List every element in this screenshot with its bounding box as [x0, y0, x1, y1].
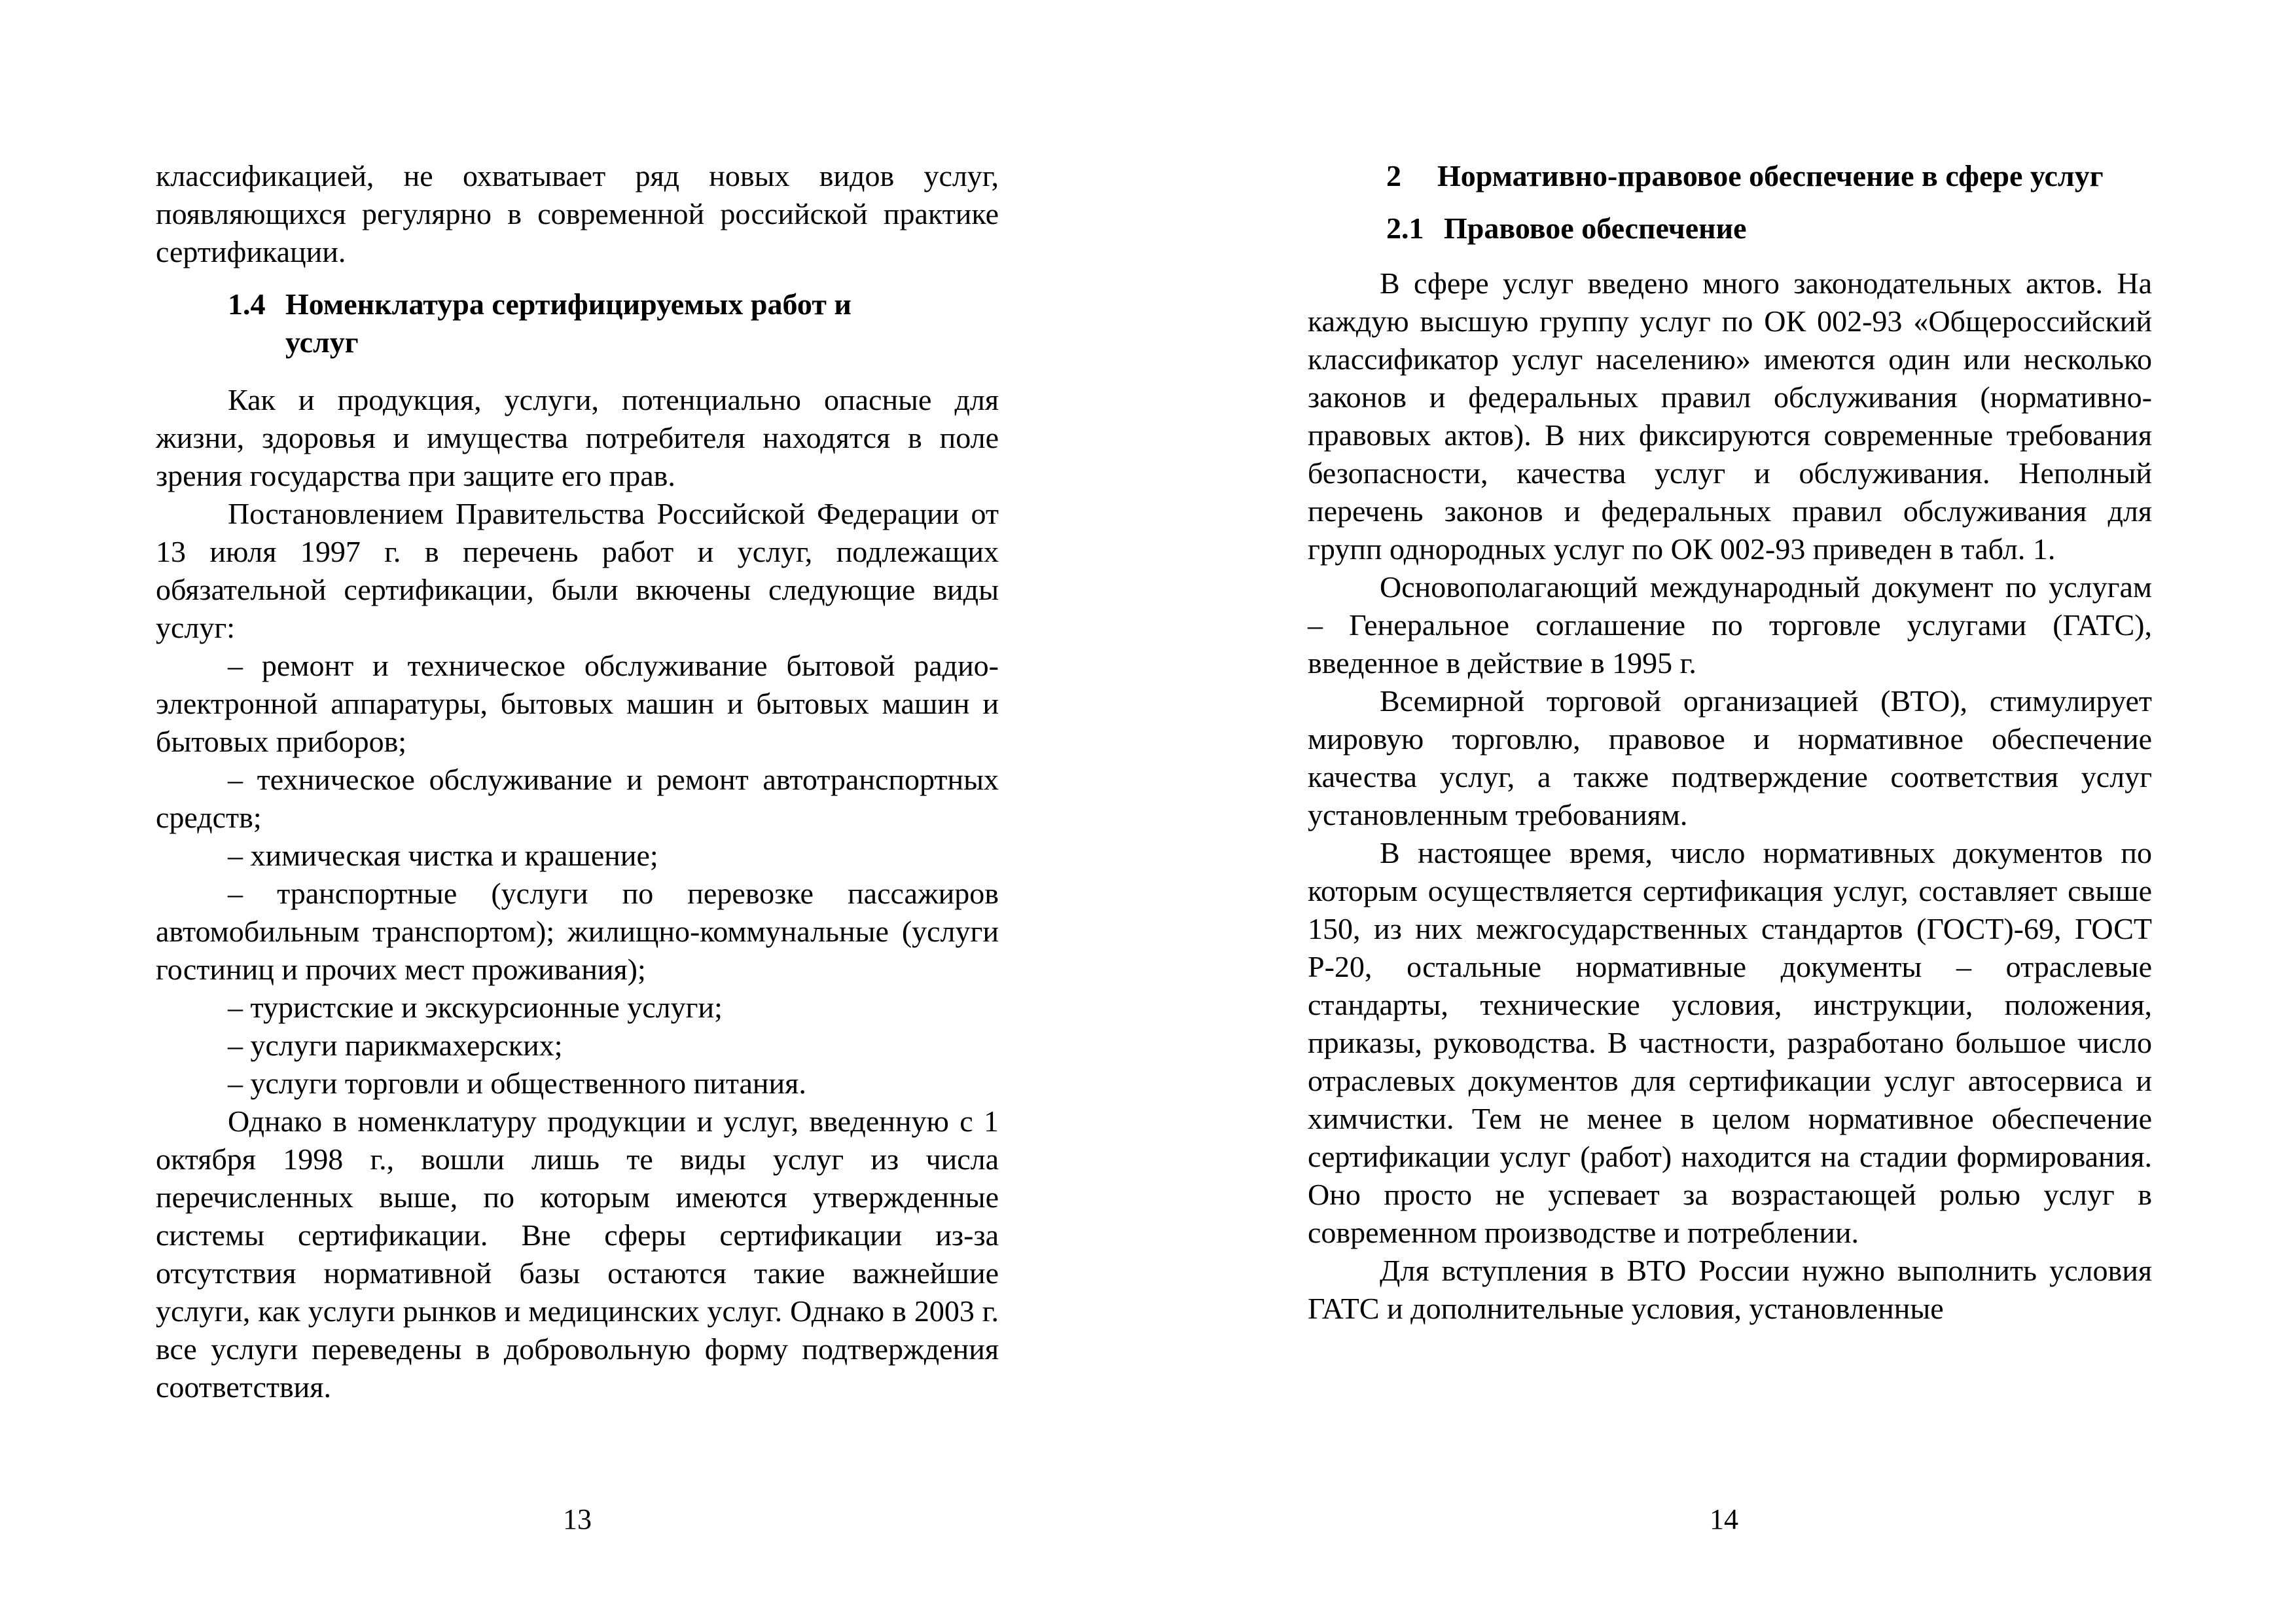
section-heading-1-4 [228, 285, 999, 361]
left-paragraph-3: Однако в номенклатуру продукции и услуг, введенную с 1 октября 1998 г., вошли лишь те виды услуг из числа перечисленных выше, по которым имеются утвержденные системы сертификации. Вне сферы сертификации из-за отсутствия нормативной базы остаются такие важнейшие услуги, как услуги рынков и медицинских услуг. Однако в 2003 г. все услуги переведены в добровольную форму подтверждения соответствия. [156, 1104, 999, 1404]
list-item: – транспортные (услуги по перевозке пассажиров автомобильным транспортом); жилищно-коммунальные (услуги гостиниц и прочих мест проживания); [156, 877, 999, 986]
page-number-left: 13 [563, 1503, 592, 1535]
section-heading-2 [1386, 157, 2152, 195]
left-paragraph-continued: классификацией, не охватывает ряд новых видов услуг, появляющихся регулярно в современной российской практике сертификации. [156, 159, 999, 268]
left-text-column [156, 157, 999, 1406]
heading-number: 2 [1386, 159, 1401, 192]
right-text-column [1308, 157, 2152, 1328]
heading-text: Нормативно-правовое обеспечение в сфере услуг [1437, 159, 2104, 192]
list-item: – туристские и экскурсионные услуги; [228, 991, 723, 1024]
right-paragraph-3: Всемирной торговой организацией (ВТО), стимулирует мировую торговлю, правовое и нормативное обеспечение качества услуг, а также подтверждение соответствия услуг установленным требованиям. [1308, 684, 2152, 831]
list-item: – услуги парикмахерских; [228, 1029, 563, 1062]
heading-number: 1.4 [228, 287, 266, 321]
heading-number: 2.1 [1386, 211, 1424, 245]
list-item: – услуги торговли и общественного питания. [228, 1067, 806, 1100]
section-heading-2-1 [1386, 210, 2152, 247]
page-number-right: 14 [1710, 1503, 1738, 1535]
right-paragraph-5: Для вступления в ВТО России нужно выполнить условия ГАТС и дополнительные условия, установленные [1308, 1254, 2152, 1325]
left-paragraph-1: Как и продукция, услуги, потенциально опасные для жизни, здоровья и имущества потребителя находятся в поле зрения государства при защите его прав. [156, 383, 999, 492]
right-page [1148, 0, 2296, 1623]
right-paragraph-2: Основополагающий международный документ по услугам – Генеральное соглашение по торговле услугами (ГАТС), введенное в действие в 1995 г. [1308, 570, 2152, 680]
right-paragraph-4: В настоящее время, число нормативных документов по которым осуществляется сертификация услуг, составляет свыше 150, из них межгосударственных стандартов (ГОСТ)-69, ГОСТ Р-20, остальные нормативные документы – отраслевые стандарты, технические условия, инструкции, положения, приказы, руководства. В частности, разработано большое число отраслевых документов для сертификации услуг автосервиса и химчистки. Тем не менее в целом нормативное обеспечение сертификации услуг (работ) находится на стадии формирования. Оно просто не успевает за возрастающей ролью услуг в современном производстве и потреблении. [1308, 836, 2152, 1249]
left-paragraph-2: Постановлением Правительства Российской Федерации от 13 июля 1997 г. в перечень работ и услуг, подлежащих обязательной сертификации, были вкючены следующие виды услуг: [156, 497, 999, 644]
list-item: – химическая чистка и крашение; [228, 839, 658, 872]
heading-text: Номенклатура сертифицируемых работ и услуг [285, 287, 852, 359]
heading-text: Правовое обеспечение [1444, 211, 1747, 245]
list-item: – ремонт и техническое обслуживание бытовой радио-электронной аппаратуры, бытовых машин и бытовых машин и бытовых приборов; [156, 649, 999, 758]
list-item: – техническое обслуживание и ремонт автотранспортных средств; [156, 763, 999, 834]
right-paragraph-1: В сфере услуг введено много законодательных актов. На каждую высшую группу услуг по ОК 002-93 «Общероссийский классификатор услуг населению» имеются один или несколько законов и федеральных правил обслуживания (нормативно-правовых актов). В них фиксируются современные требования безопасности, качества услуг и обслуживания. Неполный перечень законов и федеральных правил обслуживания для групп однородных услуг по ОК 002-93 приведен в табл. 1. [1308, 266, 2152, 566]
